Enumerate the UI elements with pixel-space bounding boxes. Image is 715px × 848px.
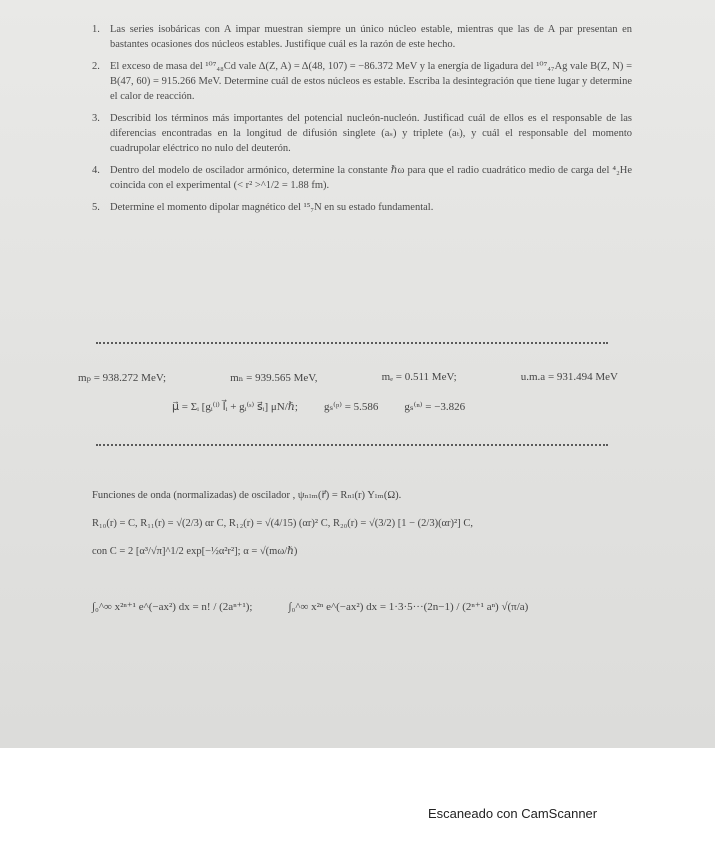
- problem-text: Determine el momento dipolar magnético del ¹⁵₇N en su estado fundamental.: [110, 202, 434, 213]
- neutron-gs: gₛ⁽ⁿ⁾ = −3.826: [404, 401, 466, 413]
- wave-functions: [92, 488, 622, 572]
- problem-number: 2.: [92, 61, 100, 72]
- atomic-mass-unit: u.m.a = 931.494 MeV: [520, 371, 618, 383]
- dotted-divider: [96, 444, 608, 446]
- neutron-mass: mₙ = 939.565 MeV,: [230, 372, 318, 384]
- problem-item: [92, 163, 632, 193]
- electron-mass: mₑ = 0.511 MeV;: [381, 371, 457, 383]
- problem-number: 4.: [92, 165, 100, 176]
- proton-mass: mₚ = 938.272 MeV;: [78, 372, 167, 384]
- magnetic-moment-formula: [172, 400, 465, 413]
- problem-item: [92, 111, 632, 156]
- physical-constants: [78, 371, 618, 384]
- problem-number: 3.: [92, 113, 100, 124]
- even-integral: ∫₀^∞ x²ⁿ e^(−ax²) dx = 1·3·5···(2n−1) / (2ⁿ⁺¹ aⁿ) √(π/a): [288, 601, 529, 613]
- problem-text: Describid los términos más importantes del potencial nucleón-nucleón. Justificad cuál de ellos es el responsable de las diferencias encontradas en la longitud de difusión singlete (aₛ) y triplete (aₜ), y cuál el responsable del momento cuadrupolar eléctrico no nulo del deuterón.: [110, 113, 632, 154]
- dotted-divider: [96, 342, 608, 344]
- problem-text: Dentro del modelo de oscilador armónico, determine la constante ℏω para que el radio cuadrático medio de carga del ⁴₂He coincida con el experimental (< r² >^1/2 = 1.88 fm).: [110, 165, 632, 191]
- problem-number: 5.: [92, 202, 100, 213]
- radial-functions: R₁₀(r) = C, R₁₁(r) = √(2/3) αr C, R₁₂(r) = √(4/15) (αr)² C, R₂₀(r) = √(3/2) [1 − (2/3)(αr)²] C,: [92, 518, 473, 529]
- problem-text: Las series isobáricas con A impar muestran siempre un único núcleo estable, mientras que las de A par presentan en bastantes ocasiones dos núcleos estables. Justifique cuál es la razón de este hecho.: [110, 24, 632, 50]
- camscanner-watermark: Escaneado con CamScanner: [428, 806, 598, 821]
- wave-functions-title: Funciones de onda (normalizadas) de oscilador , ψₙₗₘ(r⃗) = Rₙₗ(r) Yₗₘ(Ω).: [92, 490, 402, 501]
- moment-operator: μ⃗ = Σᵢ [gᵢ⁽ˡ⁾ l⃗ᵢ + gᵢ⁽ˢ⁾ s⃗ᵢ] μN/ℏ;: [172, 401, 298, 413]
- gaussian-integrals: [92, 600, 528, 613]
- odd-integral: ∫₀^∞ x²ⁿ⁺¹ e^(−ax²) dx = n! / (2aⁿ⁺¹);: [92, 601, 253, 613]
- problem-item: [92, 200, 632, 215]
- problem-number: 1.: [92, 24, 100, 35]
- problem-item: [92, 59, 632, 104]
- problem-text: El exceso de masa del ¹⁰⁷₄₈Cd vale Δ(Z, A) = Δ(48, 107) = −86.372 MeV y la energía de ligadura del ¹⁰⁷₄₇Ag vale B(Z, N) = B(47, 60) = 915.266 MeV. Determine cuál de estos núcleos es estable. Escriba la desintegración que tiene lugar y determine el calor de reacción.: [110, 61, 632, 102]
- proton-gs: gₛ⁽ᵖ⁾ = 5.586: [323, 401, 379, 413]
- problem-list: [92, 22, 632, 222]
- problem-item: [92, 22, 632, 52]
- normalization: con C = 2 [α³/√π]^1/2 exp[−½α²r²]; α = √(mω/ℏ): [92, 546, 298, 557]
